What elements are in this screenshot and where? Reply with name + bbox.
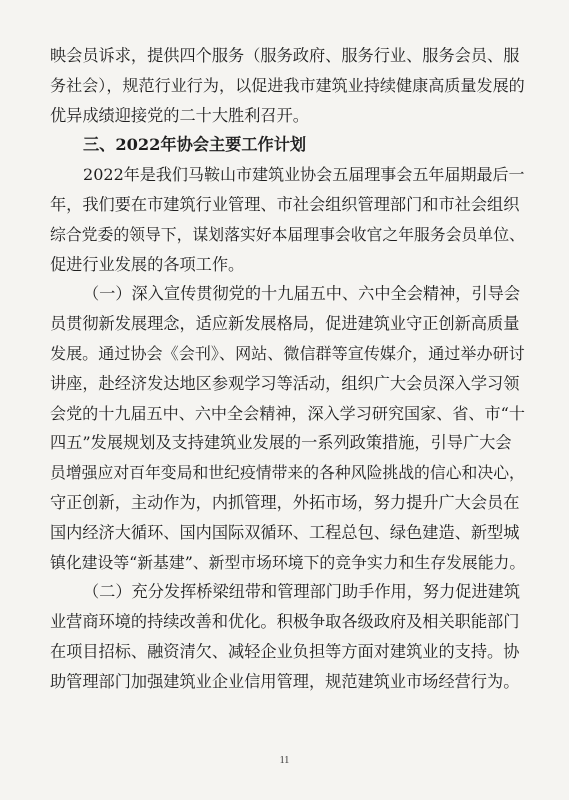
text-line: 讲座，赴经济发达地区参观学习等活动，组织广大会员深入学习领 [50, 373, 520, 393]
text-line: 会党的十九届五中、六中全会精神，深入学习研究国家、省、市“十 [50, 403, 525, 423]
text-line: 镇化建设等“新基建”、新型市场环境下的竞争实力和生存发展能力。 [50, 552, 525, 572]
section-heading: 三、2022年协会主要工作计划 [83, 135, 307, 155]
text-line: 发展。通过协会《会刊》、网站、微信群等宣传媒介，通过举办研讨 [50, 343, 525, 363]
text-line: 助管理部门加强建筑业企业信用管理，规范建筑业市场经营行为。 [50, 671, 520, 691]
text-line: 优异成绩迎接党的二十大胜利召开。 [50, 105, 309, 125]
text-line: 促进行业发展的各项工作。 [50, 254, 245, 274]
text-line: 综合党委的领导下，谋划落实好本届理事会收官之年服务会员单位、 [50, 224, 525, 244]
text-line: 业营商环境的持续改善和优化。积极争取各级政府及相关职能部门 [50, 612, 520, 632]
text-line: 映会员诉求，提供四个服务（服务政府、服务行业、服务会员、服 [50, 46, 520, 65]
text-line: 四五”发展规划及支持建筑业发展的一系列政策措施，引导广大会 [50, 433, 512, 453]
text-line: 国内经济大循环、国内国际双循环、工程总包、绿色建造、新型城 [50, 522, 520, 542]
paragraph-first-line: （一）深入宣传贯彻党的十九届五中、六中全会精神，引导会 [83, 284, 521, 304]
text-line: 员增强应对百年变局和世纪疫情带来的各种风险挑战的信心和决心， [50, 463, 525, 483]
page-number: 11 [279, 755, 290, 766]
text-line: 在项目招标、融资清欠、减轻企业负担等方面对建筑业的支持。协 [50, 641, 520, 661]
text-line: 员贯彻新发展理念，适应新发展格局，促进建筑业守正创新高质量 [50, 314, 520, 334]
paragraph-first-line: 2022年是我们马鞍山市建筑业协会五届理事会五年届期最后一 [83, 165, 525, 185]
document-body [50, 41, 525, 697]
paragraph-first-line: （二）充分发挥桥梁纽带和管理部门助手作用，努力促进建筑 [83, 582, 521, 602]
text-line: 务社会），规范行业行为，以促进我市建筑业持续健康高质量发展的 [50, 75, 525, 95]
text-line: 年，我们要在市建筑行业管理、市社会组织管理部门和市社会组织 [50, 194, 520, 214]
text-line: 守正创新，主动作为，内抓管理，外拓市场，努力提升广大会员在 [50, 492, 520, 512]
